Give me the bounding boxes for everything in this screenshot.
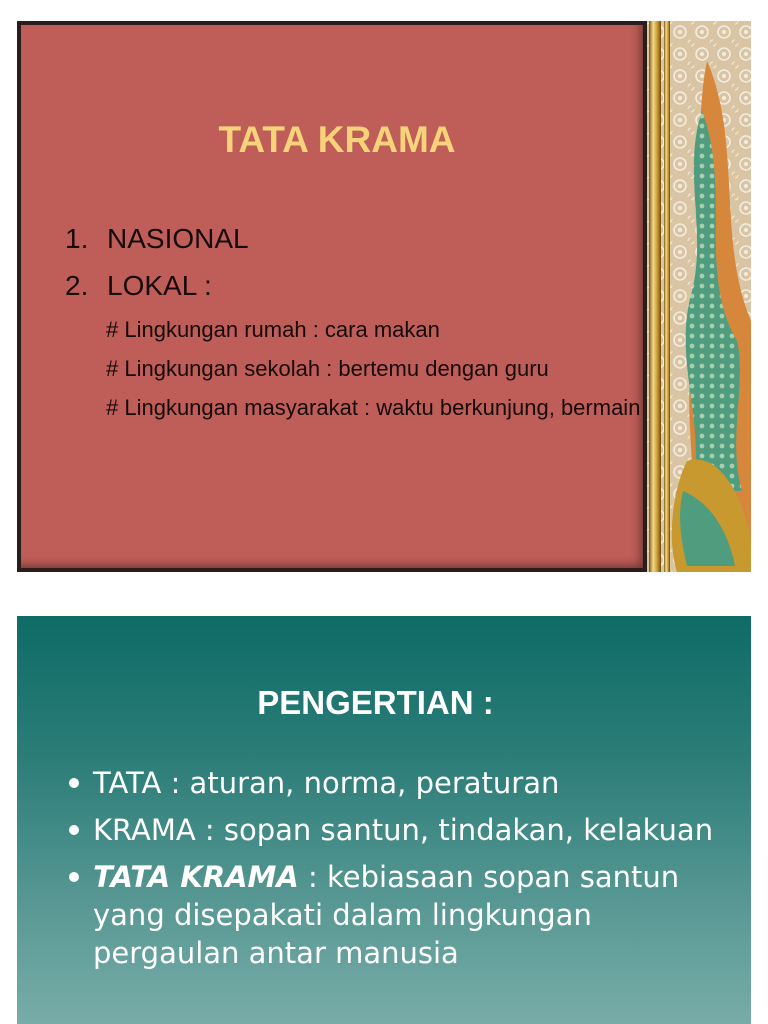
list-item [67,858,727,972]
list-item [65,262,249,309]
numbered-list [65,215,249,309]
bullet-icon [69,825,79,835]
slide-pengertian [17,616,751,1024]
bullet-icon [69,778,79,788]
term-highlight: TATA KRAMA [93,860,299,894]
slide-title: TATA KRAMA [218,119,456,160]
list-item [65,215,249,262]
list-item-text: TATA : aturan, norma, peraturan [93,766,560,800]
slide-tata-krama [17,21,751,572]
sub-list-item: # Lingkungan rumah : cara makan [106,317,440,342]
sub-list [106,315,651,432]
bullet-icon [69,872,79,882]
list-item [67,764,727,802]
list-number: 2. [65,270,89,301]
list-item-text: : kebiasaan sopan santun yang disepakati dalam lingkungan pergaulan antar manusia [93,860,680,970]
list-item-text: KRAMA : sopan santun, tindakan, kelakuan [93,813,714,847]
list-item [67,811,727,849]
bullet-list [67,764,727,981]
list-item-text: NASIONAL [107,223,249,254]
list-item-text: LOKAL : [107,270,212,301]
slide-title: PENGERTIAN : [257,684,494,721]
list-number: 1. [65,223,89,254]
sub-list-item: # Lingkungan sekolah : bertemu dengan guru [106,356,549,381]
batik-ornament-icon [647,21,751,572]
sub-list-item: # Lingkungan masyarakat : waktu berkunjung, bermain [106,395,641,420]
